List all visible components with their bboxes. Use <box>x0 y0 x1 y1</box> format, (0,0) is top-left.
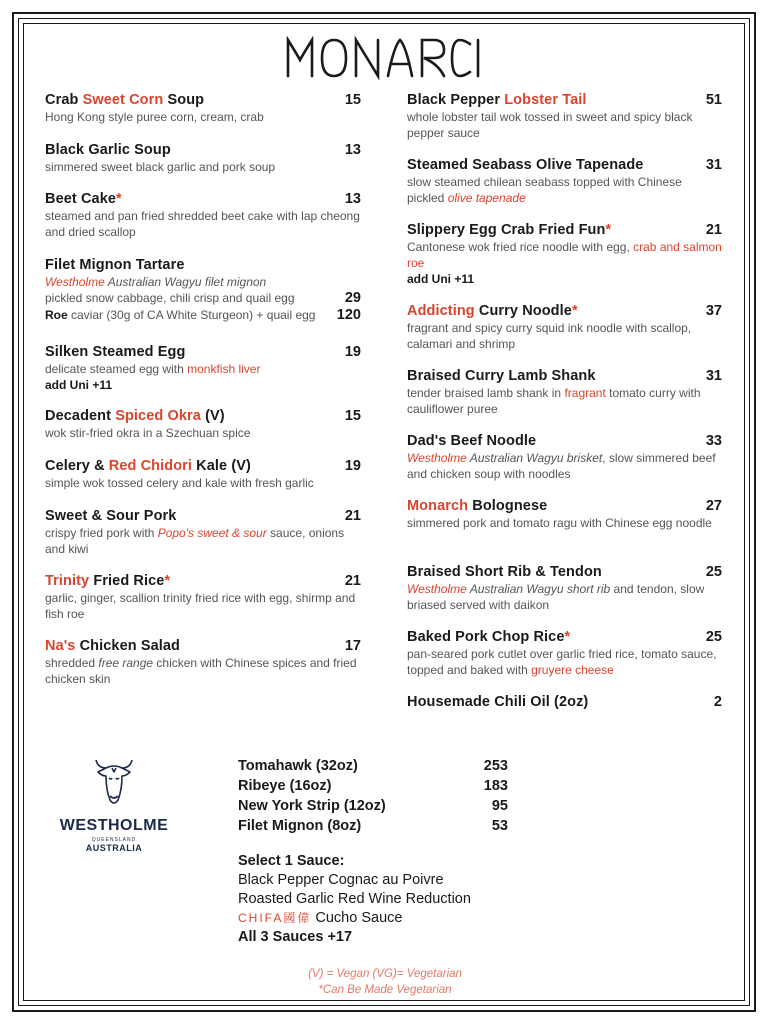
item-price: 2 <box>713 694 722 710</box>
menu-item <box>407 222 722 286</box>
item-description: steamed and pan fried shredded beet cake with lap cheong and dried scallop <box>45 209 360 239</box>
item-price: 13 <box>344 191 361 207</box>
item-price: 27 <box>705 498 722 514</box>
item-addon: add Uni +11 <box>407 272 475 286</box>
item-name: Beet Cake* <box>45 191 122 207</box>
menu-item <box>45 344 361 392</box>
item-name: Celery & Red Chidori Kale (V) <box>45 458 251 474</box>
item-option: pickled snow cabbage, chili crisp and quail egg 29 <box>45 290 361 306</box>
item-name: Black Garlic Soup <box>45 142 171 158</box>
item-price: 19 <box>344 344 361 360</box>
item-name: Crab Sweet Corn Soup <box>45 92 205 108</box>
item-name: Addicting Curry Noodle* <box>407 303 578 319</box>
item-name: Steamed Seabass Olive Tapenade <box>407 157 644 173</box>
item-description: Westholme Australian Wagyu brisket, slow simmered beef and chicken soup with noodles <box>407 451 716 481</box>
menu-item <box>407 694 722 710</box>
item-name: Baked Pork Chop Rice* <box>407 629 571 645</box>
menu-item <box>45 638 361 687</box>
menu-item <box>45 573 361 622</box>
item-description: simmered pork and tomato ragu with Chinese egg noodle <box>407 516 712 530</box>
menu-item <box>45 191 361 240</box>
item-name: Braised Short Rib & Tendon <box>407 564 602 580</box>
item-price: 15 <box>344 408 361 424</box>
steak-row: Tomahawk (32oz) 253 <box>238 758 508 774</box>
menu-item <box>407 433 722 482</box>
item-description: crispy fried pork with Popo's sweet & sour sauce, onions and kiwi <box>45 526 345 556</box>
item-price: 51 <box>705 92 722 108</box>
westholme-brand <box>52 756 176 853</box>
item-name: Trinity Fried Rice* <box>45 573 171 589</box>
item-description: pan-seared pork cutlet over garlic fried rice, tomato sauce, topped and baked with gruyere cheese <box>407 647 717 677</box>
item-price: 37 <box>705 303 722 319</box>
all-sauces: All 3 Sauces +17 <box>238 929 353 945</box>
menu-item <box>407 498 722 531</box>
item-description: tender braised lamb shank in fragrant tomato curry with cauliflower puree <box>407 386 701 416</box>
item-description: simmered sweet black garlic and pork soup <box>45 160 276 174</box>
item-description: simple wok tossed celery and kale with fresh garlic <box>45 476 314 490</box>
item-name: Filet Mignon Tartare <box>45 257 185 273</box>
item-price: 25 <box>705 629 722 645</box>
steak-row: Ribeye (16oz) 183 <box>238 778 508 794</box>
item-description: Hong Kong style puree corn, cream, crab <box>45 110 264 124</box>
item-price: 21 <box>705 222 722 238</box>
item-description: slow steamed chilean seabass topped with Chinese pickled olive tapenade <box>407 175 682 205</box>
item-name: Monarch Bolognese <box>407 498 548 514</box>
item-price: 15 <box>344 92 361 108</box>
item-price: 21 <box>344 508 361 524</box>
menu-item <box>407 629 722 678</box>
item-name: Braised Curry Lamb Shank <box>407 368 596 384</box>
item-name: Slippery Egg Crab Fried Fun* <box>407 222 612 238</box>
menu-item <box>407 157 722 206</box>
menu-item <box>45 508 361 557</box>
item-price: 25 <box>705 564 722 580</box>
item-addon: add Uni +11 <box>45 378 113 392</box>
menu-item <box>45 458 361 491</box>
menu-item <box>45 257 361 324</box>
menu-item <box>407 92 722 141</box>
item-name: Sweet & Sour Pork <box>45 508 177 524</box>
bull-head-icon <box>92 756 136 808</box>
brand-country: AUSTRALIA <box>85 843 143 853</box>
menu-item <box>407 564 722 613</box>
sauce-option: Roasted Garlic Red Wine Reduction <box>238 891 471 907</box>
item-price: 17 <box>344 638 361 654</box>
sauce-option: CHIFA國偉 Cucho Sauce <box>238 910 403 926</box>
sauce-header: Select 1 Sauce: <box>238 853 345 869</box>
item-price: 31 <box>705 157 722 173</box>
monarch-logo <box>284 34 484 80</box>
brand-region: QUEENSLAND <box>91 837 137 843</box>
menu-item <box>45 92 361 125</box>
item-description: delicate steamed egg with monkfish liver <box>45 362 261 376</box>
item-price: 31 <box>705 368 722 384</box>
item-description: Westholme Australian Wagyu short rib and tendon, slow briased served with daikon <box>407 582 705 612</box>
steak-row: New York Strip (12oz) 95 <box>238 798 508 814</box>
item-name: Dad's Beef Noodle <box>407 433 537 449</box>
sauce-option: Black Pepper Cognac au Poivre <box>238 872 444 888</box>
item-price: 13 <box>344 142 361 158</box>
brand-name: WESTHOLME <box>59 817 169 834</box>
item-price: 21 <box>344 573 361 589</box>
item-description: fragrant and spicy curry squid ink noodle with scallop, calamari and shrimp <box>407 321 692 351</box>
menu-item <box>407 368 722 417</box>
menu-item <box>45 408 361 441</box>
item-price: 33 <box>705 433 722 449</box>
item-description: Westholme Australian Wagyu filet mignon <box>45 275 267 289</box>
menu-item <box>45 142 361 175</box>
steak-row: Filet Mignon (8oz) 53 <box>238 818 508 834</box>
item-name: Silken Steamed Egg <box>45 344 186 360</box>
item-option: Roe caviar (30g of CA White Sturgeon) + quail egg 120 <box>45 307 361 323</box>
item-description: whole lobster tail wok tossed in sweet and spicy black pepper sauce <box>407 110 693 140</box>
steak-list <box>238 756 508 836</box>
item-name: Black Pepper Lobster Tail <box>407 92 587 108</box>
item-description: shredded free range chicken with Chinese spices and fried chicken skin <box>45 656 357 686</box>
item-description: wok stir-fried okra in a Szechuan spice <box>45 426 251 440</box>
dietary-legend: (V) = Vegan (VG)= Vegetarian *Can Be Made Vegetarian <box>308 968 462 996</box>
sauce-selection <box>238 852 538 947</box>
menu-item <box>407 303 722 352</box>
item-description: garlic, ginger, scallion trinity fried rice with egg, shirmp and fish roe <box>45 591 356 621</box>
item-description: Cantonese wok fried rice noodle with egg, crab and salmon roe <box>407 240 722 270</box>
item-name: Housemade Chili Oil (2oz) <box>407 694 589 710</box>
item-price: 19 <box>344 458 361 474</box>
item-name: Decadent Spiced Okra (V) <box>45 408 225 424</box>
item-name: Na's Chicken Salad <box>45 638 181 654</box>
